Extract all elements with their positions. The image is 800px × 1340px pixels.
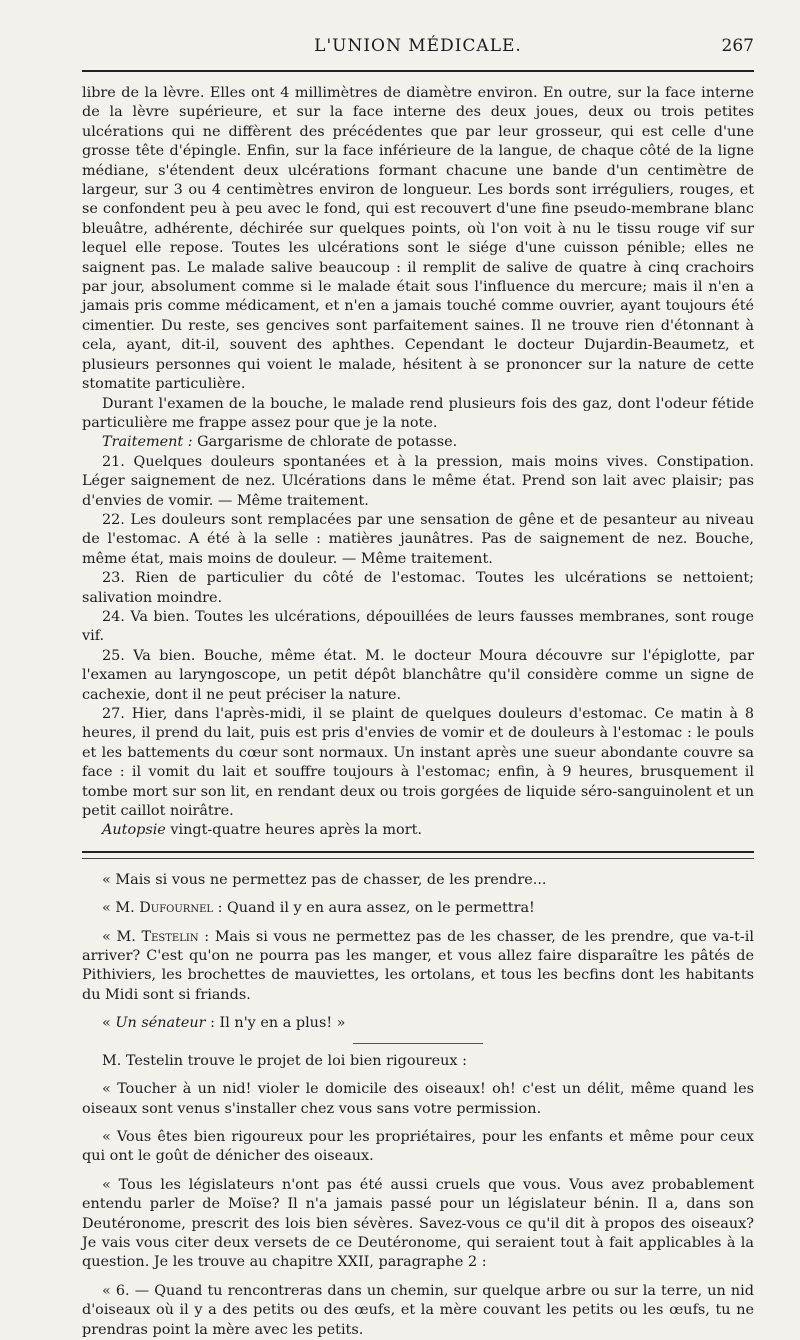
page-number: 267 bbox=[721, 36, 754, 56]
quote-dufournel: « M. Dufournel : Quand il y en aura assez, on le permettra! bbox=[102, 900, 535, 917]
short-rule bbox=[353, 1043, 483, 1044]
speaker-label: Un sénateur bbox=[115, 1015, 206, 1032]
paragraph-day-25: 25. Va bien. Bouche, même état. M. le docteur Moura découvre sur l'épiglotte, par l'examen au laryngoscope, un petit dépôt blanchâtre qu'il considère comme un signe de cachexie, dont il ne peut préciser la nature. bbox=[82, 647, 754, 703]
case-report-section bbox=[82, 70, 754, 841]
running-title: L'UNION MÉDICALE. bbox=[314, 36, 522, 56]
paragraph-day-21: 21. Quelques douleurs spontanées et à la pression, mais moins vives. Constipation. Léger saignement de nez. Ulcérations dans le même état. Prend son lait avec plaisir; pas d'envies de vomir. — Même traitement. bbox=[82, 453, 754, 509]
quote-senateur: « Un sénateur : Il n'y en a plus! » bbox=[102, 1015, 346, 1032]
treatment-text: Gargarisme de chlorate de potasse. bbox=[192, 434, 458, 451]
paragraph-ulcerations: libre de la lèvre. Elles ont 4 millimètres de diamètre environ. En outre, sur la face interne de la lèvre supérieure, et sur la face interne des deux joues, deux ou trois petites ulcérations qui ne diffèrent des précédentes que par leur grosseur, qui est celle d'une grosse tête d'épingle. Enfin, sur la face inférieure de la langue, de chaque côté de la ligne médiane, s'étendent deux ulcérations formant chacune une bande d'un centimètre de largeur, sur 3 ou 4 centimètres environ de longueur. Les bords sont irréguliers, rouges, et se confondent peu à peu avec le fond, qui est recouvert d'une fine pseudo-membrane blanc bleuâtre, adhérente, déchirée sur quelques points, où l'on voit à nu le tissu rouge vif sur lequel elle repose. Toutes les ulcérations sont le siége d'une cuisson pénible; elles ne saignent pas. Le malade salive beaucoup : il remplit de salive de quatre à cinq crachoirs par jour, absolument comme si le malade était sous l'influence du mercure; mais il n'en a jamais pris comme médicament, et n'en a jamais touché comme ouvrier, ayant toujours été cimentier. Du reste, ses gencives sont parfaitement saines. Il ne trouve rien d'étonnant à cela, ayant, dit-il, souvent des aphthes. Cependant le docteur Dujardin-Beaumetz, et plusieurs personnes qui voient le malade, hésitent à se prononcer sur la nature de cette stomatite particulière. bbox=[82, 85, 754, 393]
quote-deuteronome: « 6. — Quand tu rencontreras dans un chemin, sur quelque arbre ou sur la terre, un nid d'oiseaux où il y a des petits ou des œufs, et la mère couvant les petits ou les œufs, tu ne prendras point la mère avec les petits. bbox=[82, 1282, 754, 1338]
quote-nid: « Toucher à un nid! violer le domicile des oiseaux! oh! c'est un délit, même quand les oiseaux sont venus s'installer chez vous sans votre permission. bbox=[82, 1081, 754, 1117]
paragraph-day-27: 27. Hier, dans l'après-midi, il se plaint de quelques douleurs d'estomac. Ce matin à 8 heures, il prend du lait, puis est pris d'envies de vomir et de douleurs à l'estomac : le pouls et les battements du cœur sont normaux. Un instant après une sueur abondante couvre sa face : il vomit du lait et souffre toujours à l'estomac; enfin, à 9 heures, brusquement il tombe mort sur son lit, en rendant deux ou trois gorgées de liquide séro-sanguinolent et un petit caillot noirâtre. bbox=[82, 706, 754, 820]
section-divider bbox=[82, 851, 754, 859]
quote-testelin: « M. Testelin : Mais si vous ne permettez pas de les chasser, de les prendre, que va-t-il arriver? C'est qu'on ne pourra pas les manger, et vous allez faire disparaître les pâtés de Pithiviers, les brochettes de mauviettes, les ortolans, et tous les becfins dont les habitants du Midi sont si friands. bbox=[82, 928, 754, 1003]
autopsy-text: vingt-quatre heures après la mort. bbox=[165, 822, 422, 839]
paragraph-day-24: 24. Va bien. Toutes les ulcérations, dépouillées de leurs fausses membranes, sont rouge vif. bbox=[82, 608, 754, 645]
senate-debate-section bbox=[82, 871, 754, 1340]
quote-moise: « Tous les législateurs n'ont pas été aussi cruels que vous. Vous avez probablement entendu parler de Moïse? Il n'a jamais passé pour un législateur bénin. Il a, dans son Deutéronome, prescrit des lois bien sévères. Savez-vous ce qu'il dit à propos des oiseaux? Je vais vous citer deux versets de ce Deutéronome, qui seraient tout à fait applicables à la question. Je les trouve au chapitre XXII, paragraphe 2 : bbox=[82, 1176, 754, 1271]
treatment-label: Traitement : bbox=[102, 434, 193, 451]
paragraph-autopsy bbox=[82, 821, 754, 840]
quote-chasser: « Mais si vous ne permettez pas de chasser, de les prendre... bbox=[102, 871, 547, 888]
page-header bbox=[82, 0, 754, 70]
paragraph-examination: Durant l'examen de la bouche, le malade rend plusieurs fois des gaz, dont l'odeur fétide particulière me frappe assez pour que je la note. bbox=[82, 395, 754, 431]
quote-rigoureux: « Vous êtes bien rigoureux pour les propriétaires, pour les enfants et même pour ceux qui ont le goût de dénicher des oiseaux. bbox=[82, 1128, 754, 1165]
paragraph-day-22: 22. Les douleurs sont remplacées par une sensation de gêne et de pesanteur au niveau de l'estomac. A été à la selle : matières jaunâtres. Pas de saignement de nez. Bouche, même état, mais moins de douleur. — Même traitement. bbox=[82, 511, 754, 567]
paragraph-day-23: 23. Rien de particulier du côté de l'estomac. Toutes les ulcérations se nettoient; salivation moindre. bbox=[82, 570, 754, 606]
paragraph-testelin-summary: M. Testelin trouve le projet de loi bien rigoureux : bbox=[102, 1052, 467, 1069]
speaker-name: Dufournel bbox=[139, 900, 214, 917]
speaker-name: Testelin bbox=[141, 928, 199, 945]
autopsy-label: Autopsie bbox=[102, 822, 166, 839]
paragraph-treatment bbox=[82, 433, 754, 452]
header-rule bbox=[82, 70, 754, 72]
